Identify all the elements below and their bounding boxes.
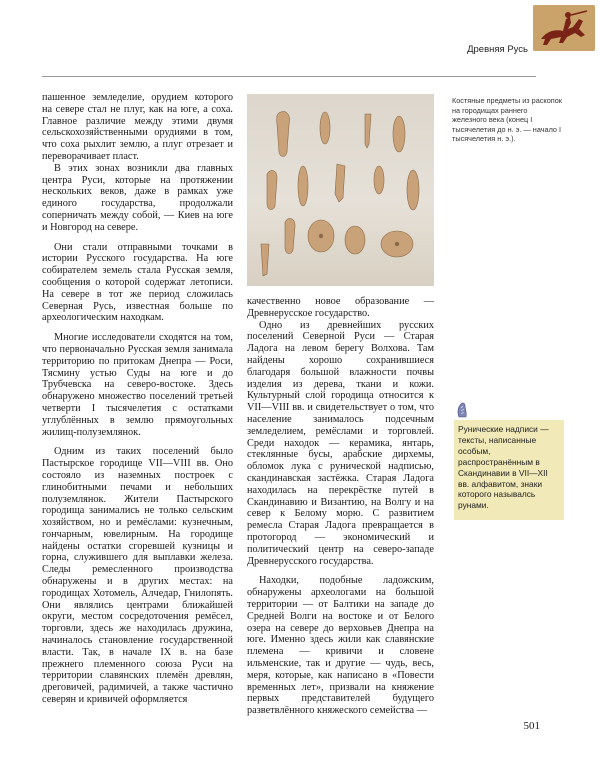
rider-emblem-icon — [533, 5, 595, 51]
header-emblem — [533, 5, 595, 51]
paragraph: Одно из древнейших русских поселений Северной Руси — Старая Ладога на левом берегу Волхова. Там найдены хорошо сохранившиеся благодаря большой влажности почвы изделия из дерева, ткани и кожи. Культурный слой городища относится к VII—VIII вв. и свидетельствует о том, что население занималось подсечным земледелием, ремёслами и торговлей. Среди находок — керамика, янтарь, стеклянные бусы, арабские дирхемы, обломок лука с рунической надписью, скандинавская застёжка. Старая Ладога находилась на перекрёстке путей в Скандинавию и Византию, на Волгу и на север к Белому морю. С развитием ремесла Старая Ладога превращается в протогород — экономический и политический центр на северо-западе Древнерусского государства. — [247, 319, 434, 567]
left-column — [42, 92, 233, 706]
rune-stone-icon — [455, 402, 469, 418]
paragraph: Они стали отправными точками в истории Русского государства. На юге собирателем земель стала Русская земля, сообщения о которой содержат летописи. На севере в тот же период сложилась Северная Русь, известная больше по археологическим находкам. — [42, 241, 233, 324]
middle-column — [247, 296, 434, 717]
paragraph: В этих зонах возникли два главных центра Руси, которые на протяжении нескольких веков, даже в рамках уже единого государства, продолжали соперничать между собой, — Киев на юге и Новгород на севере. — [42, 162, 233, 233]
paragraph: качественно новое образование — Древнерусское государство. — [247, 296, 434, 319]
bone-artifacts-image — [247, 94, 434, 286]
paragraph: Многие исследователи сходятся на том, что первоначально Русская земля занимала территорию по притокам Днепра — Роси, Тясмину устью Суды на юге и до Трубчевска на северо-востоке. Здесь обнаружено множество поселений третьей четверти I тысячелетия с остатками углублённых в землю прямоугольных жилищ-полуземлянок. — [42, 332, 233, 438]
page-number: 501 — [523, 720, 540, 732]
paragraph: пашенное земледелие, орудием которого на севере стал не плуг, как на юге, а соха. Главное различие между этими двумя сельскохозяйственными орудиями в том, что соха рыхлит землю, а плуг отрезает и переворачивает пласт. — [42, 92, 233, 162]
photo-caption: Костяные предметы из раскопок на городищах раннего железного века (конец I тысячелетия до н. э. — начало I тысячелетия н. э.). — [452, 96, 562, 144]
artifacts-photo — [247, 94, 434, 286]
sidebar-note-text: Рунические надписи — тексты, написанные особым, распространённым в Скандинавии в VII—XII вв. алфавитом, знаки которого называлсь рунами. — [458, 424, 549, 511]
section-title: Древняя Русь — [467, 44, 528, 55]
paragraph: Находки, подобные ладожским, обнаружены археологами на большой территории — от Балтики на западе до Средней Волги на востоке и от Белого озера на севере до верховьев Днепра на юге. Именно здесь жили как славянские племена — кривичи и словене ильменские, так и другие — чудь, весь, меря, которые, как написано в «Повести временных лет», призвали на княжение первых представителей будущего разветвлённого княжеского семейства — — [247, 575, 434, 717]
header-rule — [42, 76, 536, 77]
paragraph: Одним из таких поселений было Пастырское городище VII—VIII вв. Оно состояло из наземных построек с глинобитными печами и небольших полуземлянок. Жители Пастырского городища занимались не только сельским хозяйством, но и ремёслами: кузнечным, гончарным, ювелирным. На городище найдены остатки сгоревшей кузницы и горна, служившего для выплавки железа. Следы ремесленного производства обнаружены и в других местах: на городищах Хотомель, Алчедар, Гнилопять. Они являлись центрами ближайшей округи, местом сосредоточения ремёсел, торговли, здесь же находилась дружина, начиналось становление государственной власти. Так, в начале IX в. на базе прежнего племенного союза Руси на территории славянских племён древлян, дреговичей, радимичей, а также частично северян и кривичей оформляется — [42, 446, 233, 706]
